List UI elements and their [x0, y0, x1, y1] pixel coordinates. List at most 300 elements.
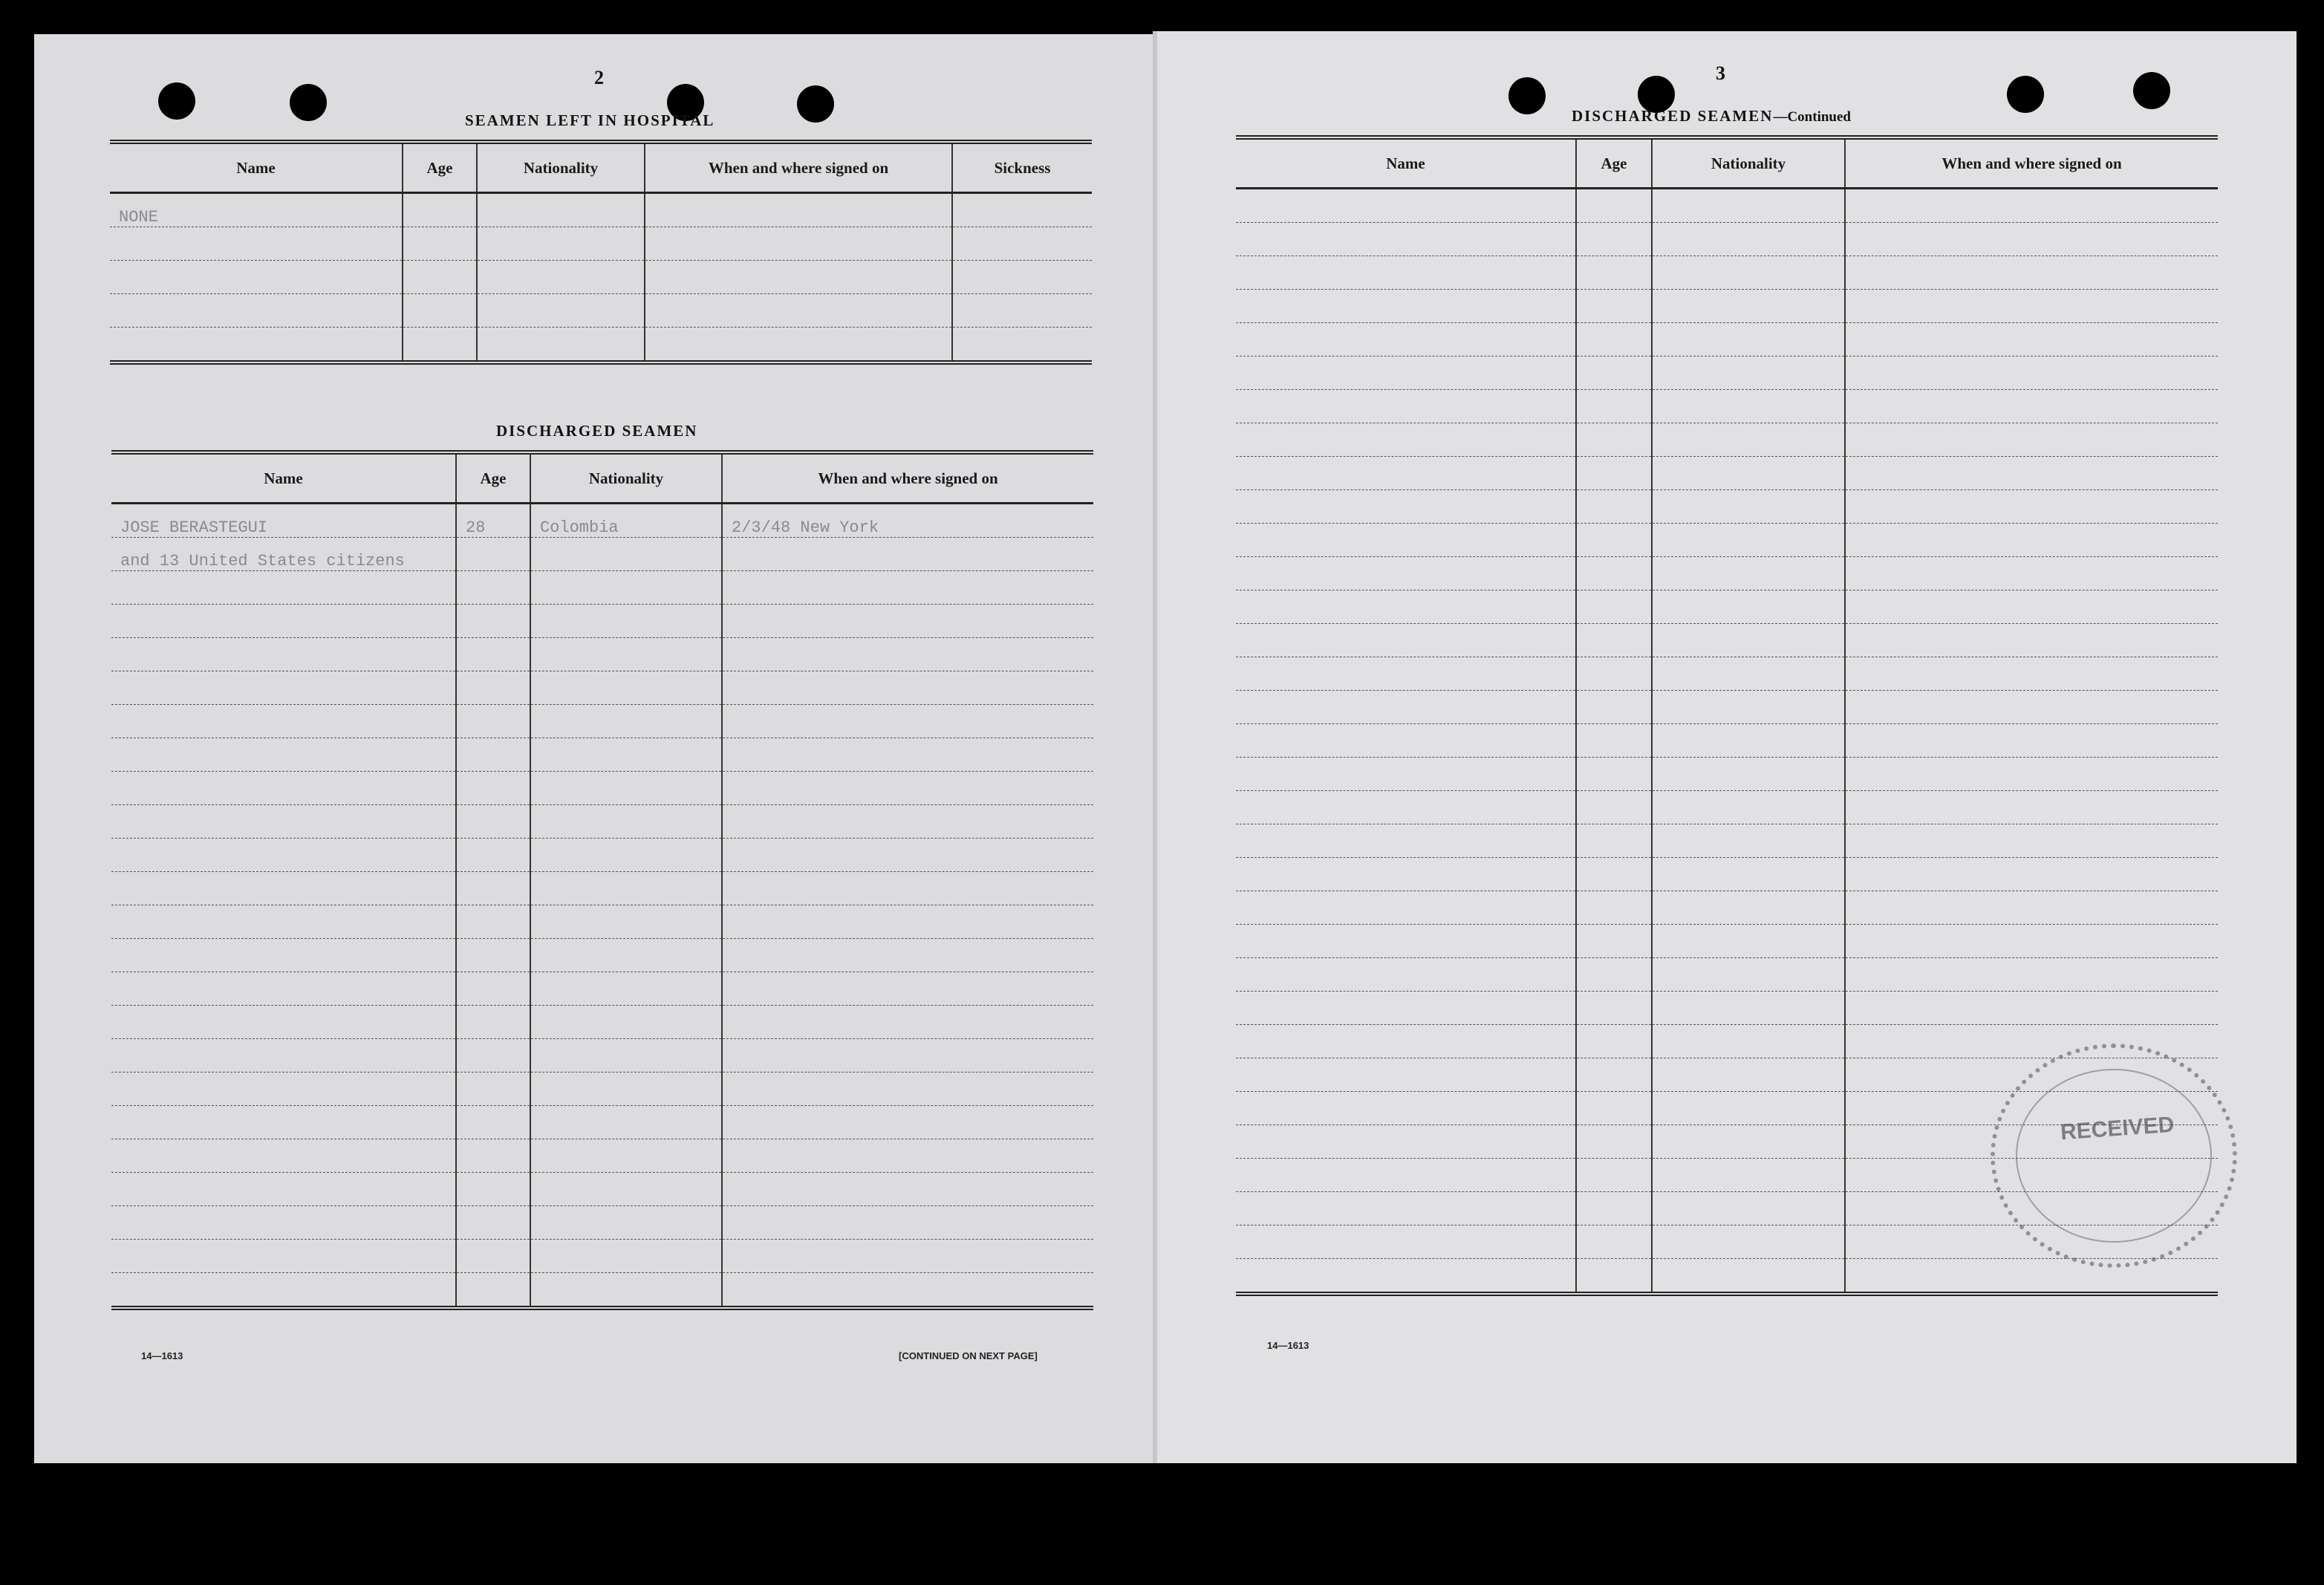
table-cell [1576, 858, 1652, 891]
table-cell [1576, 590, 1652, 624]
table-cell [1652, 423, 1845, 457]
table-cell [456, 1073, 530, 1106]
table-cell [1576, 189, 1652, 223]
table-cell [530, 1073, 722, 1106]
table-row [1236, 390, 2218, 423]
table-cell [1236, 390, 1576, 423]
table-cell [111, 1006, 456, 1039]
table-cell [530, 1240, 722, 1273]
table-cell [645, 227, 952, 261]
table-cell [1236, 524, 1576, 557]
table-row [1236, 223, 2218, 256]
table-cell [722, 1139, 1093, 1173]
table-cell [1652, 1159, 1845, 1192]
table-cell [1652, 524, 1845, 557]
table-row [110, 328, 1092, 363]
table-cell [110, 294, 403, 328]
table-row [1236, 557, 2218, 590]
table-row [1236, 891, 2218, 925]
table-cell [1652, 457, 1845, 490]
table-cell [1845, 223, 2218, 256]
table-cell [1576, 390, 1652, 423]
table-cell [1576, 1025, 1652, 1058]
table-cell [111, 872, 456, 905]
table-cell [477, 193, 645, 227]
table-row [111, 738, 1093, 772]
table-cell [1236, 1025, 1576, 1058]
table-cell [456, 671, 530, 705]
table-cell [456, 705, 530, 738]
column-header: Sickness [952, 142, 1092, 193]
table-cell [1576, 958, 1652, 992]
table-cell [111, 805, 456, 839]
table-row [1236, 992, 2218, 1025]
column-header: When and where signed on [722, 452, 1093, 504]
table-cell [645, 261, 952, 294]
column-header: Age [456, 452, 530, 504]
table-cell [456, 805, 530, 839]
table-cell [1845, 256, 2218, 290]
table-cell [456, 1106, 530, 1139]
table-cell [110, 261, 403, 294]
table-row [1236, 423, 2218, 457]
table-row [111, 1139, 1093, 1173]
table-cell [645, 328, 952, 363]
table-cell [456, 1039, 530, 1073]
table-cell [1236, 1125, 1576, 1159]
table-row [111, 1006, 1093, 1039]
table-cell [1576, 457, 1652, 490]
table-cell [1652, 290, 1845, 323]
table-cell [530, 705, 722, 738]
stamp-ring [2016, 1069, 2212, 1243]
table-cell [1236, 590, 1576, 624]
table-cell [530, 1173, 722, 1206]
table-cell [1652, 557, 1845, 590]
table-cell [1845, 357, 2218, 390]
table-cell [1576, 691, 1652, 724]
table-row [1236, 490, 2218, 524]
table-cell [722, 571, 1093, 605]
table-cell [530, 1106, 722, 1139]
table-cell [1576, 624, 1652, 657]
table-row [1236, 958, 2218, 992]
table-cell [1236, 290, 1576, 323]
table-row [110, 227, 1092, 261]
table-cell [1576, 1058, 1652, 1092]
table-cell [1236, 891, 1576, 925]
table-cell [1576, 758, 1652, 791]
table-cell [456, 839, 530, 872]
table-cell [1576, 891, 1652, 925]
table-cell [111, 605, 456, 638]
table-cell [1236, 457, 1576, 490]
table-cell [456, 638, 530, 671]
table-cell [1236, 1159, 1576, 1192]
table-row [111, 1273, 1093, 1309]
table-cell [530, 738, 722, 772]
form-number-right: 14—1613 [1267, 1340, 1309, 1351]
column-header: Name [1236, 137, 1576, 189]
table-cell [722, 805, 1093, 839]
table-cell [111, 671, 456, 705]
table-row [1236, 824, 2218, 858]
table-row [1236, 925, 2218, 958]
table-row [1236, 323, 2218, 357]
table-cell [722, 1273, 1093, 1309]
table-cell [111, 1240, 456, 1273]
table-cell: 28 [456, 504, 530, 538]
table-cell [1576, 423, 1652, 457]
table-row [110, 193, 1092, 227]
table-cell [403, 261, 477, 294]
page-number-left: 2 [594, 67, 604, 88]
table-cell [456, 972, 530, 1006]
table-cell [1652, 791, 1845, 824]
table-row [1236, 657, 2218, 691]
table-row [111, 939, 1093, 972]
page-number-right: 3 [1716, 62, 1725, 84]
table-cell [722, 1240, 1093, 1273]
table-row [1236, 457, 2218, 490]
table-cell [1845, 557, 2218, 590]
table-cell [1236, 256, 1576, 290]
table-row [1236, 290, 2218, 323]
table-cell [456, 939, 530, 972]
table-row [1236, 524, 2218, 557]
table-cell [722, 705, 1093, 738]
table-cell [1576, 724, 1652, 758]
punch-hole [797, 85, 834, 123]
table-cell [111, 1106, 456, 1139]
table-cell [1576, 925, 1652, 958]
hospital-table [110, 140, 1092, 365]
table-cell [1845, 457, 2218, 490]
table-cell [1576, 791, 1652, 824]
column-header: Age [1576, 137, 1652, 189]
table-cell [1576, 256, 1652, 290]
table-cell [1576, 290, 1652, 323]
table-cell [530, 1206, 722, 1240]
table-cell [1845, 290, 2218, 323]
table-cell [1652, 1092, 1845, 1125]
table-cell [1236, 791, 1576, 824]
table-row [1236, 724, 2218, 758]
table-cell [1845, 657, 2218, 691]
table-cell [1236, 323, 1576, 357]
table-cell [1652, 992, 1845, 1025]
table-cell [530, 772, 722, 805]
table-cell [1576, 524, 1652, 557]
table-cell [1576, 824, 1652, 858]
table-cell [111, 1139, 456, 1173]
table-cell [1236, 858, 1576, 891]
table-cell [645, 294, 952, 328]
column-header: Name [111, 452, 456, 504]
table-cell [456, 1173, 530, 1206]
column-header: When and where signed on [645, 142, 952, 193]
table-cell [1576, 1192, 1652, 1226]
table-row [111, 671, 1093, 705]
table-cell [530, 538, 722, 571]
table-cell [111, 1173, 456, 1206]
table-cell [722, 1206, 1093, 1240]
table-cell [952, 193, 1092, 227]
table-cell: and 13 United States citizens [111, 538, 456, 571]
table-row [1236, 791, 2218, 824]
table-cell [1236, 1226, 1576, 1259]
table-cell [1236, 958, 1576, 992]
column-header: Name [110, 142, 403, 193]
table-cell [722, 772, 1093, 805]
table-cell [722, 1073, 1093, 1106]
table-cell [530, 605, 722, 638]
table-cell [111, 905, 456, 939]
table-cell [1236, 724, 1576, 758]
hospital-section-title: SEAMEN LEFT IN HOSPITAL [465, 111, 715, 129]
table-cell [456, 1240, 530, 1273]
table-cell [1652, 691, 1845, 724]
continued-title-main: DISCHARGED SEAMEN [1572, 107, 1774, 125]
table-cell [1236, 189, 1576, 223]
table-cell [1845, 992, 2218, 1025]
table-row [111, 1106, 1093, 1139]
table-cell [1576, 1226, 1652, 1259]
table-row [1236, 624, 2218, 657]
table-cell [1652, 1125, 1845, 1159]
table-cell [111, 972, 456, 1006]
table-cell [722, 872, 1093, 905]
table-cell [1236, 490, 1576, 524]
table-cell [1652, 390, 1845, 423]
table-cell [530, 972, 722, 1006]
table-cell [722, 1039, 1093, 1073]
table-cell [722, 1106, 1093, 1139]
table-row [111, 872, 1093, 905]
table-cell [1652, 1058, 1845, 1092]
table-cell [1652, 590, 1845, 624]
table-cell [1652, 1192, 1845, 1226]
table-cell [403, 294, 477, 328]
table-cell [111, 571, 456, 605]
table-cell [722, 839, 1093, 872]
table-cell [1576, 1259, 1652, 1295]
table-cell [1845, 858, 2218, 891]
table-cell [1845, 791, 2218, 824]
table-cell [1845, 958, 2218, 992]
table-cell [456, 738, 530, 772]
table-cell [722, 1006, 1093, 1039]
punch-hole [158, 82, 195, 120]
table-row [111, 839, 1093, 872]
continued-section-title [1572, 107, 1851, 126]
table-cell [111, 1073, 456, 1106]
table-cell [456, 905, 530, 939]
table-cell [111, 1206, 456, 1240]
table-row [111, 805, 1093, 839]
table-cell [1845, 758, 2218, 791]
table-cell [1236, 357, 1576, 390]
table-cell [952, 294, 1092, 328]
continued-note: [CONTINUED ON NEXT PAGE] [899, 1350, 1038, 1361]
table-cell [1236, 1259, 1576, 1295]
table-row [1236, 758, 2218, 791]
table-cell [456, 538, 530, 571]
table-cell [1576, 1092, 1652, 1125]
column-header: Nationality [530, 452, 722, 504]
table-cell: JOSE BERASTEGUI [111, 504, 456, 538]
table-row [1236, 189, 2218, 223]
table-cell [1652, 1025, 1845, 1058]
received-stamp [1991, 1044, 2237, 1268]
table-cell [722, 738, 1093, 772]
table-cell [722, 972, 1093, 1006]
table-cell [530, 1006, 722, 1039]
table-cell [1845, 724, 2218, 758]
table-cell [477, 227, 645, 261]
table-cell [1236, 223, 1576, 256]
table-cell [1236, 824, 1576, 858]
table-row [111, 772, 1093, 805]
table-row [110, 261, 1092, 294]
table-cell [1845, 323, 2218, 357]
table-row [111, 705, 1093, 738]
table-cell [110, 328, 403, 363]
table-cell [1576, 323, 1652, 357]
table-row [110, 294, 1092, 328]
table-row [111, 1173, 1093, 1206]
table-cell [111, 939, 456, 972]
table-cell [1236, 657, 1576, 691]
table-cell [1652, 824, 1845, 858]
table-cell [530, 1139, 722, 1173]
table-cell [111, 1273, 456, 1309]
table-cell [1845, 624, 2218, 657]
continued-title-suffix: —Continued [1773, 109, 1851, 125]
table-cell: 2/3/48 New York [722, 504, 1093, 538]
table-cell [530, 671, 722, 705]
table-cell [456, 605, 530, 638]
table-cell [111, 638, 456, 671]
table-row [111, 905, 1093, 939]
table-cell [952, 261, 1092, 294]
table-cell [1652, 1259, 1845, 1295]
table-cell [1652, 925, 1845, 958]
table-cell [530, 905, 722, 939]
table-cell [1845, 925, 2218, 958]
table-cell [111, 839, 456, 872]
table-cell [1576, 223, 1652, 256]
table-row [1236, 590, 2218, 624]
table-cell [1652, 858, 1845, 891]
table-cell [530, 872, 722, 905]
table-cell [1576, 1125, 1652, 1159]
table-cell [722, 905, 1093, 939]
table-cell [1845, 590, 2218, 624]
table-cell [403, 227, 477, 261]
punch-hole [290, 84, 327, 121]
table-cell [1236, 624, 1576, 657]
table-cell [722, 605, 1093, 638]
table-cell [952, 227, 1092, 261]
column-header: Nationality [477, 142, 645, 193]
table-cell [1236, 925, 1576, 958]
table-cell [111, 705, 456, 738]
column-header: When and where signed on [1845, 137, 2218, 189]
stamp-text: RECEIVED [2060, 1112, 2175, 1145]
table-row [111, 571, 1093, 605]
table-cell [1652, 323, 1845, 357]
table-cell [477, 328, 645, 363]
table-cell: NONE [110, 193, 403, 227]
table-cell [1236, 691, 1576, 724]
table-row [1236, 858, 2218, 891]
form-number-left: 14—1613 [141, 1350, 183, 1361]
table-cell [456, 772, 530, 805]
table-cell [1845, 691, 2218, 724]
table-cell [1652, 223, 1845, 256]
table-row [1236, 1259, 2218, 1295]
table-row [111, 504, 1093, 538]
table-row [111, 1039, 1093, 1073]
table-row [1236, 256, 2218, 290]
table-cell [722, 671, 1093, 705]
column-header: Nationality [1652, 137, 1845, 189]
table-row [1236, 357, 2218, 390]
table-cell [1845, 189, 2218, 223]
table-cell [1845, 891, 2218, 925]
table-cell [722, 1173, 1093, 1206]
table-cell [1236, 758, 1576, 791]
table-cell [1652, 724, 1845, 758]
table-cell [722, 538, 1093, 571]
table-cell [456, 872, 530, 905]
table-cell [1652, 1226, 1845, 1259]
table-cell [1652, 256, 1845, 290]
table-cell [456, 571, 530, 605]
table-cell [1652, 624, 1845, 657]
table-cell [1576, 992, 1652, 1025]
table-cell [111, 772, 456, 805]
table-cell [1845, 390, 2218, 423]
table-row [111, 538, 1093, 571]
punch-hole [2133, 72, 2170, 109]
table-cell [1236, 423, 1576, 457]
table-cell [1236, 557, 1576, 590]
table-cell [1845, 1259, 2218, 1295]
table-cell [1576, 557, 1652, 590]
table-cell [477, 261, 645, 294]
table-row [111, 1240, 1093, 1273]
table-row [111, 1206, 1093, 1240]
page-fold [1153, 31, 1157, 1463]
table-cell [1652, 657, 1845, 691]
table-cell [1652, 357, 1845, 390]
table-cell [530, 571, 722, 605]
column-header: Age [403, 142, 477, 193]
table-cell [1845, 490, 2218, 524]
table-cell [456, 1273, 530, 1309]
table-cell [1845, 423, 2218, 457]
table-cell [1576, 357, 1652, 390]
table-cell [1236, 1058, 1576, 1092]
table-cell [1845, 524, 2218, 557]
table-cell [1236, 1192, 1576, 1226]
table-cell [1576, 657, 1652, 691]
table-cell [111, 1039, 456, 1073]
table-row [111, 972, 1093, 1006]
table-cell [403, 328, 477, 363]
